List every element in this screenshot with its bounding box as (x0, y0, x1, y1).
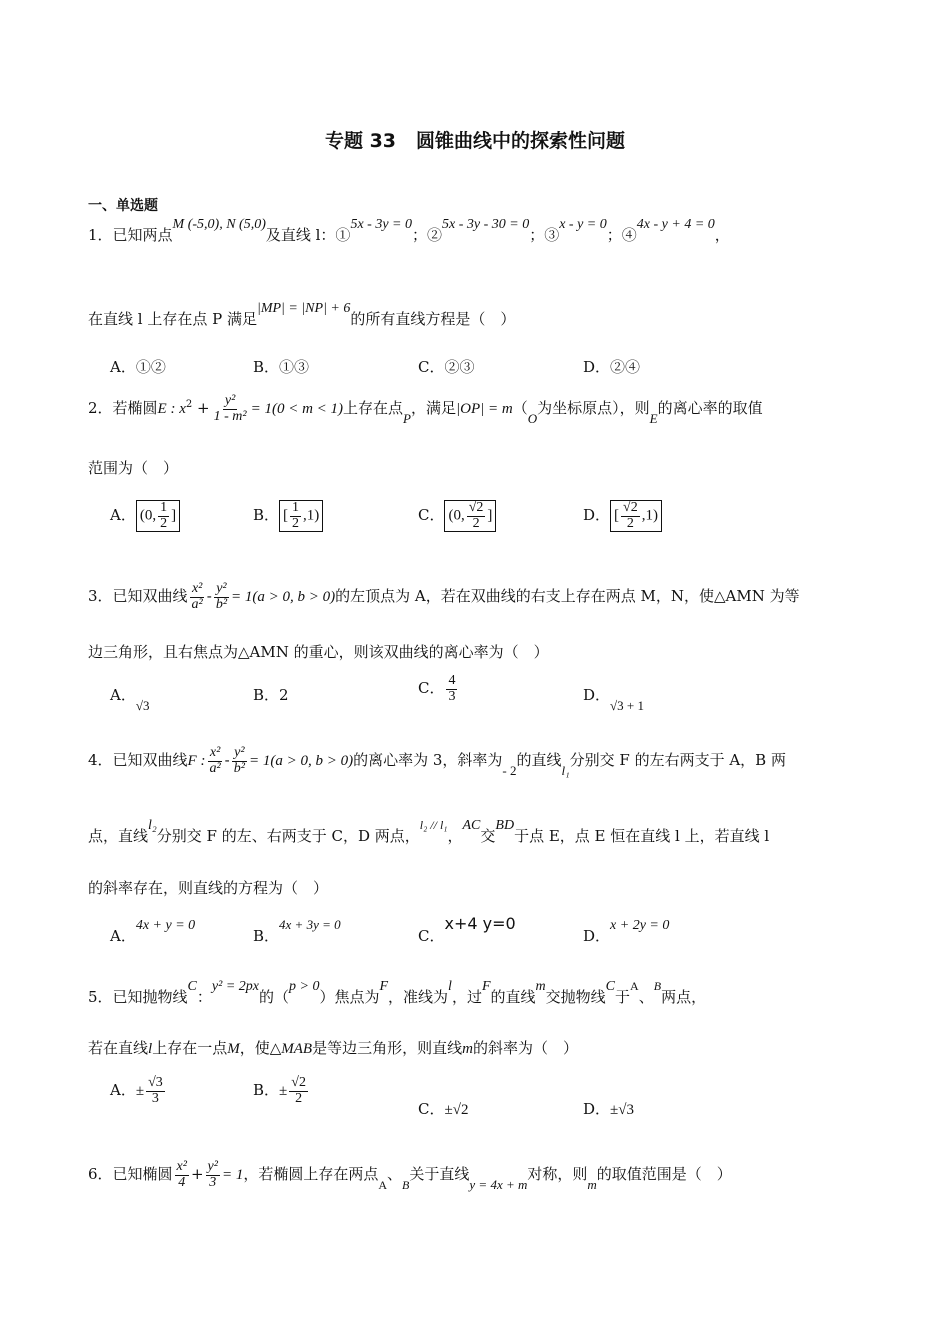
q2-option-c[interactable]: C． (0, $\frac{√2}{2}$ ] (418, 500, 496, 532)
q2-option-b[interactable]: B． [ $\frac{1}{2}$ ,1) (253, 500, 323, 532)
title-prefix: 专题 33 (324, 130, 397, 152)
q4-option-d[interactable]: D．x + 2y = 0 (583, 918, 670, 945)
q1-option-d[interactable]: D．②④ (583, 358, 641, 376)
question-3-line-1: 3．已知双曲线 $\frac{\text{x²}}{\text{a²}}$ - $\frac{\text{y²}}{\text{b²}}$ = 1(a > 0, b > 0)的左顶点为 A，若在双曲线的右支上存在两点 M，N，使△AMN 为等 (88, 581, 800, 612)
question-1-line-1: 1．已知两点M (-5,0), N (5,0)及直线 l：①5x - 3y = 0；②5x - 3y - 30 = 0；③x - y = 0；④4x - y + 4 = 0， (88, 217, 730, 244)
question-2-line-1: 2．若椭圆E : $x^2$ + $\frac{\text{y²}}{\text{1 - m²}}$ = 1(0 < m < 1)上存在点P，满足|OP| = m（O为坐标原点），则E的离心率的取值 (88, 393, 763, 427)
q4-option-a[interactable]: A．4x + y = 0 (110, 918, 196, 945)
q2-option-d[interactable]: D． [ $\frac{√2}{2}$ ,1) (583, 500, 662, 532)
q3-option-b[interactable]: B．2 (253, 686, 289, 704)
question-5-line-1: 5．已知抛物线C：y² = 2px的（p > 0）焦点为F，准线为l，过F的直线m交抛物线C于$^A$、$^B$两点， (88, 979, 707, 1006)
q1-option-c[interactable]: C．②③ (418, 358, 475, 376)
q4-option-b[interactable]: B．4x + 3y = 0 (253, 917, 341, 945)
question-2-line-2: 范围为（ ） (88, 459, 179, 477)
section-heading: 一、单选题 (88, 198, 158, 214)
q3-option-d[interactable]: D．√3 + 1 (583, 686, 644, 713)
q5-option-a[interactable]: A．± $\frac{√3}{3}$ (110, 1075, 163, 1106)
page-title (0, 126, 950, 153)
question-3-line-2: 边三角形，且右焦点为△AMN 的重心，则该双曲线的离心率为（ ） (88, 643, 549, 661)
title-text: 圆锥曲线中的探索性问题 (416, 130, 626, 152)
question-1-line-2: 在直线 l 上存在点 P 满足|MP| = |NP| + 6的所有直线方程是（ ） (88, 301, 516, 328)
q1-points: M (-5,0), N (5,0) (172, 217, 266, 232)
question-6-line-1: 6．已知椭圆 $\frac{\text{x²}}{4}$ + $\frac{\text{y²}}{3}$ = 1，若椭圆上存在两点$_A$、$_B$关于直线y = 4x + m对称，则m的取值范围是（ ） (88, 1159, 732, 1193)
question-4-line-3: 的斜率存在，则直线的方程为（ ） (88, 879, 329, 897)
q2-option-a[interactable]: A． (0, $\frac{1}{2}$ ] (110, 500, 180, 532)
question-4-line-2: 点，直线l₂分别交 F 的左、右两支于 C，D 两点，$^{l_2 // l_1}$，AC交BD于点 E，点 E 恒在直线 l 上，若直线 l (88, 818, 770, 845)
q1-option-b[interactable]: B．①③ (253, 358, 310, 376)
q3-option-c[interactable]: C． $\frac{4}{3}$ (418, 673, 456, 704)
q3-option-a[interactable]: A．√3 (110, 686, 150, 713)
q5-option-c[interactable]: C．±√2 (418, 1100, 469, 1118)
question-5-line-2: 若在直线l上存在一点M，使△MAB是等边三角形，则直线m的斜率为（ ） (88, 1039, 578, 1057)
q5-option-b[interactable]: B．± $\frac{√2}{2}$ (253, 1075, 306, 1106)
q5-option-d[interactable]: D．±√3 (583, 1100, 634, 1118)
q1-option-a[interactable]: A．①② (110, 358, 166, 376)
q4-option-c[interactable]: C．x+4 y=0 (418, 914, 516, 945)
q1-condition: |MP| = |NP| + 6 (256, 301, 351, 316)
question-4-line-1: 4．已知双曲线F : $\frac{\text{x²}}{\text{a²}}$ - $\frac{\text{y²}}{\text{b²}}$ = 1(a > 0, b > 0)的离心率为 3，斜率为- 2的直线l₁分别交 F 的左右两支于 A，B 两 (88, 745, 786, 779)
